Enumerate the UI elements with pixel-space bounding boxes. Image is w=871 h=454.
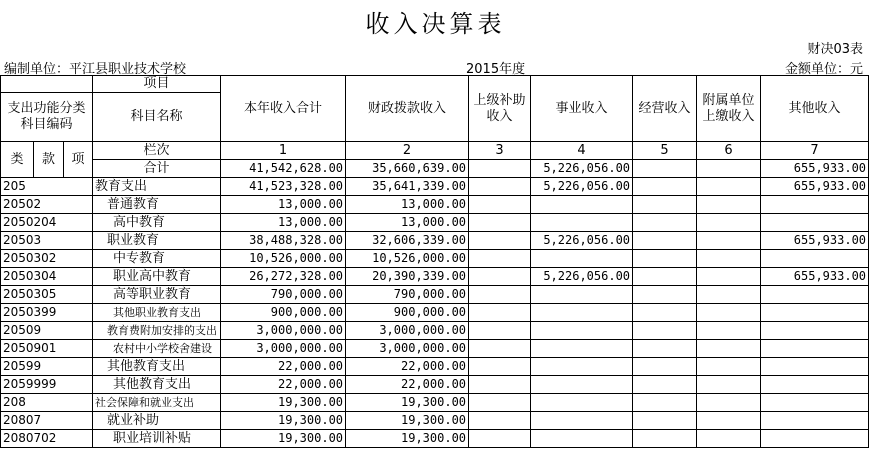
row-value bbox=[531, 412, 633, 430]
lanci-label: 栏次 bbox=[93, 142, 221, 160]
row-value: 22,000.00 bbox=[221, 376, 346, 394]
report-number: 财决03表 bbox=[807, 42, 863, 57]
row-value bbox=[469, 430, 531, 448]
row-value bbox=[531, 304, 633, 322]
row-value bbox=[761, 304, 869, 322]
row-value bbox=[697, 322, 761, 340]
row-value bbox=[697, 286, 761, 304]
col-header: 财政拨款收入 bbox=[346, 76, 469, 142]
table-row bbox=[1, 322, 869, 340]
header-row bbox=[1, 76, 869, 93]
row-value bbox=[469, 286, 531, 304]
table-row bbox=[1, 376, 869, 394]
row-value bbox=[469, 394, 531, 412]
row-code: 2050302 bbox=[1, 250, 93, 268]
row-value: 655,933.00 bbox=[761, 268, 869, 286]
row-value bbox=[761, 214, 869, 232]
row-code: 20807 bbox=[1, 412, 93, 430]
row-value bbox=[469, 358, 531, 376]
row-value bbox=[697, 412, 761, 430]
row-value bbox=[761, 250, 869, 268]
row-value bbox=[697, 232, 761, 250]
row-value bbox=[761, 430, 869, 448]
row-value: 5,226,056.00 bbox=[531, 178, 633, 196]
row-name: 社会保障和就业支出 bbox=[93, 394, 221, 412]
row-value: 19,300.00 bbox=[221, 394, 346, 412]
row-name: 高中教育 bbox=[93, 214, 221, 232]
row-value bbox=[469, 340, 531, 358]
row-value bbox=[697, 394, 761, 412]
col-number: 1 bbox=[221, 142, 346, 160]
row-code: 205 bbox=[1, 178, 93, 196]
row-value: 900,000.00 bbox=[346, 304, 469, 322]
row-name: 职业培训补贴 bbox=[93, 430, 221, 448]
page-title: 收入决算表 bbox=[365, 10, 506, 38]
row-value bbox=[469, 196, 531, 214]
total-cell: 35,660,639.00 bbox=[346, 160, 469, 178]
row-value bbox=[697, 178, 761, 196]
row-value bbox=[697, 196, 761, 214]
row-name: 其他职业教育支出 bbox=[93, 304, 221, 322]
row-value: 38,488,328.00 bbox=[221, 232, 346, 250]
row-code: 2059999 bbox=[1, 376, 93, 394]
row-code: 2050901 bbox=[1, 340, 93, 358]
row-value bbox=[761, 376, 869, 394]
kuan-header: 款 bbox=[34, 142, 64, 178]
row-value: 19,300.00 bbox=[221, 430, 346, 448]
total-cell: 655,933.00 bbox=[761, 160, 869, 178]
row-value bbox=[761, 286, 869, 304]
row-name: 教育费附加安排的支出 bbox=[93, 322, 221, 340]
row-value bbox=[633, 196, 697, 214]
row-code: 2080702 bbox=[1, 430, 93, 448]
row-value: 3,000,000.00 bbox=[221, 340, 346, 358]
row-code: 2050399 bbox=[1, 304, 93, 322]
total-cell bbox=[697, 160, 761, 178]
code-header: 支出功能分类科目编码 bbox=[1, 93, 93, 142]
table-row bbox=[1, 250, 869, 268]
item-header-left bbox=[1, 76, 93, 93]
row-name: 农村中小学校舍建设 bbox=[93, 340, 221, 358]
row-value bbox=[469, 268, 531, 286]
col-number: 5 bbox=[633, 142, 697, 160]
row-value: 41,523,328.00 bbox=[221, 178, 346, 196]
row-value bbox=[633, 412, 697, 430]
row-value bbox=[761, 412, 869, 430]
col-header: 本年收入合计 bbox=[221, 76, 346, 142]
table-row bbox=[1, 412, 869, 430]
table-row bbox=[1, 358, 869, 376]
row-value bbox=[633, 304, 697, 322]
row-name: 就业补助 bbox=[93, 412, 221, 430]
row-value bbox=[531, 214, 633, 232]
name-header: 科目名称 bbox=[93, 93, 221, 142]
row-value bbox=[531, 430, 633, 448]
row-value: 19,300.00 bbox=[346, 412, 469, 430]
row-code: 20502 bbox=[1, 196, 93, 214]
row-value bbox=[697, 214, 761, 232]
fiscal-year: 2015年度 bbox=[466, 62, 526, 77]
table-row bbox=[1, 214, 869, 232]
row-value: 22,000.00 bbox=[221, 358, 346, 376]
table-row bbox=[1, 268, 869, 286]
row-value: 5,226,056.00 bbox=[531, 268, 633, 286]
row-value: 900,000.00 bbox=[221, 304, 346, 322]
row-value bbox=[469, 376, 531, 394]
row-value bbox=[531, 286, 633, 304]
row-value: 22,000.00 bbox=[346, 376, 469, 394]
row-value: 22,000.00 bbox=[346, 358, 469, 376]
row-value: 790,000.00 bbox=[221, 286, 346, 304]
row-value bbox=[531, 358, 633, 376]
row-value bbox=[633, 376, 697, 394]
col-number: 7 bbox=[761, 142, 869, 160]
row-code: 2050204 bbox=[1, 214, 93, 232]
row-value bbox=[761, 394, 869, 412]
row-value: 10,526,000.00 bbox=[346, 250, 469, 268]
row-value: 32,606,339.00 bbox=[346, 232, 469, 250]
row-value bbox=[761, 322, 869, 340]
row-value bbox=[697, 304, 761, 322]
row-value bbox=[531, 394, 633, 412]
lei-header: 类 bbox=[1, 142, 34, 178]
row-value bbox=[633, 178, 697, 196]
row-value: 655,933.00 bbox=[761, 178, 869, 196]
row-name: 高等职业教育 bbox=[93, 286, 221, 304]
row-value bbox=[633, 232, 697, 250]
row-value bbox=[697, 250, 761, 268]
item-header: 项目 bbox=[93, 76, 221, 93]
table-row bbox=[1, 196, 869, 214]
total-cell: 41,542,628.00 bbox=[221, 160, 346, 178]
row-value: 13,000.00 bbox=[221, 196, 346, 214]
row-value bbox=[633, 340, 697, 358]
row-name: 其他教育支出 bbox=[93, 358, 221, 376]
row-value bbox=[531, 196, 633, 214]
col-header: 经营收入 bbox=[633, 76, 697, 142]
row-value bbox=[469, 322, 531, 340]
row-value bbox=[469, 178, 531, 196]
row-name: 职业高中教育 bbox=[93, 268, 221, 286]
total-row bbox=[1, 160, 869, 178]
row-value bbox=[633, 286, 697, 304]
total-label: 合计 bbox=[93, 160, 221, 178]
row-value: 655,933.00 bbox=[761, 232, 869, 250]
xiang-header: 项 bbox=[64, 142, 93, 178]
row-value bbox=[633, 268, 697, 286]
row-value bbox=[697, 268, 761, 286]
lanci-row bbox=[1, 142, 869, 160]
row-code: 2050305 bbox=[1, 286, 93, 304]
row-value: 26,272,328.00 bbox=[221, 268, 346, 286]
row-value bbox=[633, 430, 697, 448]
row-value bbox=[469, 214, 531, 232]
amount-unit: 金额单位：元 bbox=[784, 62, 863, 77]
row-value bbox=[761, 196, 869, 214]
row-value bbox=[531, 376, 633, 394]
col-header: 事业收入 bbox=[531, 76, 633, 142]
row-code: 2050304 bbox=[1, 268, 93, 286]
row-value bbox=[633, 322, 697, 340]
row-value: 35,641,339.00 bbox=[346, 178, 469, 196]
row-value bbox=[633, 250, 697, 268]
row-value bbox=[469, 412, 531, 430]
compiling-unit: 编制单位：平江县职业技术学校 bbox=[4, 62, 187, 77]
row-value bbox=[761, 358, 869, 376]
total-cell: 5,226,056.00 bbox=[531, 160, 633, 178]
row-value bbox=[633, 394, 697, 412]
total-cell bbox=[633, 160, 697, 178]
row-value: 3,000,000.00 bbox=[346, 322, 469, 340]
row-value: 19,300.00 bbox=[221, 412, 346, 430]
row-value: 19,300.00 bbox=[346, 394, 469, 412]
table-row bbox=[1, 232, 869, 250]
row-value: 790,000.00 bbox=[346, 286, 469, 304]
row-value bbox=[697, 358, 761, 376]
col-header: 上级补助收入 bbox=[469, 76, 531, 142]
row-value: 10,526,000.00 bbox=[221, 250, 346, 268]
col-header: 附属单位上缴收入 bbox=[697, 76, 761, 142]
row-value bbox=[633, 358, 697, 376]
table-row bbox=[1, 394, 869, 412]
row-value: 13,000.00 bbox=[346, 214, 469, 232]
row-value: 3,000,000.00 bbox=[221, 322, 346, 340]
total-cell bbox=[469, 160, 531, 178]
row-value: 20,390,339.00 bbox=[346, 268, 469, 286]
row-name: 普通教育 bbox=[93, 196, 221, 214]
row-value bbox=[697, 430, 761, 448]
row-code: 20599 bbox=[1, 358, 93, 376]
row-value: 3,000,000.00 bbox=[346, 340, 469, 358]
table-row bbox=[1, 430, 869, 448]
row-value bbox=[469, 232, 531, 250]
col-number: 4 bbox=[531, 142, 633, 160]
row-value bbox=[469, 250, 531, 268]
row-value bbox=[531, 322, 633, 340]
col-header: 其他收入 bbox=[761, 76, 869, 142]
row-code: 20503 bbox=[1, 232, 93, 250]
row-name: 中专教育 bbox=[93, 250, 221, 268]
table-row bbox=[1, 286, 869, 304]
row-value: 5,226,056.00 bbox=[531, 232, 633, 250]
row-code: 20509 bbox=[1, 322, 93, 340]
row-name: 教育支出 bbox=[93, 178, 221, 196]
row-value: 19,300.00 bbox=[346, 430, 469, 448]
row-value bbox=[531, 340, 633, 358]
table-row bbox=[1, 178, 869, 196]
row-name: 职业教育 bbox=[93, 232, 221, 250]
row-value: 13,000.00 bbox=[221, 214, 346, 232]
row-name: 其他教育支出 bbox=[93, 376, 221, 394]
row-value bbox=[633, 214, 697, 232]
table-row bbox=[1, 304, 869, 322]
row-value bbox=[697, 340, 761, 358]
col-number: 2 bbox=[346, 142, 469, 160]
row-value bbox=[761, 340, 869, 358]
row-value bbox=[697, 376, 761, 394]
table-row bbox=[1, 340, 869, 358]
row-value bbox=[469, 304, 531, 322]
row-value bbox=[531, 250, 633, 268]
col-number: 3 bbox=[469, 142, 531, 160]
col-number: 6 bbox=[697, 142, 761, 160]
row-value: 13,000.00 bbox=[346, 196, 469, 214]
income-table bbox=[0, 75, 869, 448]
row-code: 208 bbox=[1, 394, 93, 412]
